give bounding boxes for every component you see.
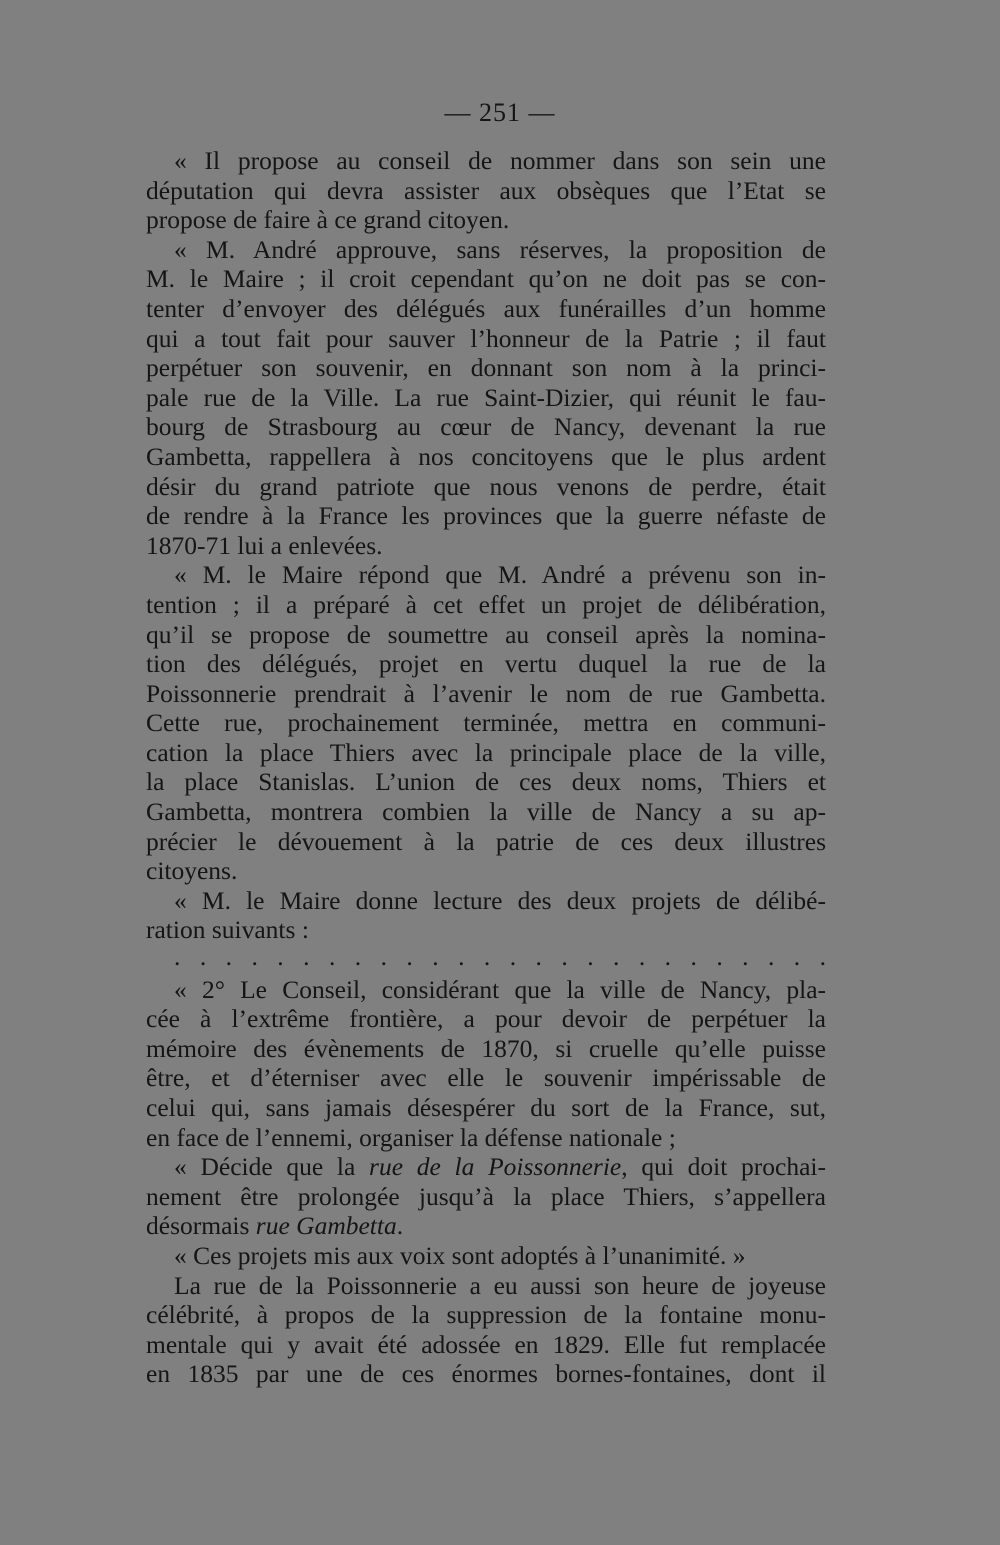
text-line: tenter d’envoyer des délégués aux funérailles d’un homme	[146, 293, 826, 323]
text-line	[146, 1152, 826, 1182]
text-line: de rendre à la France les provinces que la guerre néfaste de	[146, 501, 826, 531]
text-line: M. le Maire ; il croit cependant qu’on ne doit pas se con-	[146, 264, 826, 294]
text-line: tion des délégués, projet en vertu duquel la rue de la	[146, 649, 826, 679]
text-line: Gambetta, rappellera à nos concitoyens que le plus ardent	[146, 441, 826, 471]
text-line: « Il propose au conseil de nommer dans son sein une	[174, 146, 826, 175]
italic-street-name: rue de la Poissonnerie	[369, 1152, 622, 1182]
text-line: nement être prolongée jusqu’à la place Thiers, s’appellera	[146, 1181, 826, 1211]
text-span: .	[396, 1211, 404, 1241]
text-line	[146, 1211, 826, 1241]
text-line: en face de l’ennemi, organiser la défense nationale ;	[146, 1122, 676, 1152]
text-line: Gambetta, montrera combien la ville de Nancy a su ap-	[146, 797, 826, 827]
text-line: célébrité, à propos de la suppression de la fontaine monu-	[146, 1300, 826, 1330]
text-line: La rue de la Poissonnerie a eu aussi son heure de joyeuse	[174, 1270, 826, 1300]
text-line: celui qui, sans jamais désespérer du sort de la France, sut,	[146, 1093, 826, 1122]
text-line: en 1835 par une de ces énormes bornes-fontaines, dont il	[146, 1359, 826, 1389]
text-line: tention ; il a préparé à cet effet un projet de délibération,	[146, 589, 826, 619]
text-line: « M. le Maire répond que M. André a prévenu son in-	[174, 560, 826, 590]
italic-street-name: rue Gambetta	[255, 1211, 397, 1241]
text-line: Cette rue, prochainement terminée, mettra en communi-	[146, 708, 826, 738]
text-line: être, et d’éterniser avec elle le souvenir impérissable de	[146, 1063, 826, 1093]
text-line: « M. le Maire donne lecture des deux projets de délibé-	[174, 885, 826, 915]
text-line: bourg de Strasbourg au cœur de Nancy, devenant la rue	[146, 412, 826, 442]
text-line: qui a tout fait pour sauver l’honneur de la Patrie ; il faut	[146, 323, 826, 353]
text-line: citoyens.	[146, 856, 238, 886]
text-line: cée à l’extrême frontière, a pour devoir de perpétuer la	[146, 1004, 826, 1034]
text-line: 1870-71 lui a enlevées.	[146, 530, 383, 560]
text-line: cation la place Thiers avec la principale place de la ville,	[146, 737, 826, 767]
text-line: propose de faire à ce grand citoyen.	[146, 205, 510, 235]
text-line: Poissonnerie prendrait à l’avenir le nom de rue Gambetta.	[146, 678, 826, 708]
text-line: députation qui devra assister aux obsèques que l’Etat se	[146, 175, 826, 205]
text-line: « 2° Le Conseil, considérant que la ville de Nancy, pla-	[174, 974, 826, 1004]
page-number: — 251 —	[444, 98, 556, 127]
text-span: , qui doit prochai-	[621, 1152, 826, 1182]
text-line: « M. André approuve, sans réserves, la proposition de	[174, 234, 826, 264]
body-text	[146, 146, 826, 1389]
text-span: désormais	[146, 1211, 256, 1241]
text-line: qu’il se propose de soumettre au conseil après la nomina-	[146, 619, 826, 649]
text-line: pale rue de la Ville. La rue Saint-Dizier, qui réunit le fau-	[146, 382, 826, 412]
text-line: ration suivants :	[146, 915, 309, 945]
text-span: « Décide que la	[174, 1152, 370, 1182]
text-line: perpétuer son souvenir, en donnant son nom à la princi-	[146, 353, 826, 383]
text-line: la place Stanislas. L’union de ces deux noms, Thiers et	[146, 767, 826, 797]
text-line: précier le dévouement à la patrie de ces deux illustres	[146, 826, 826, 856]
text-line: mémoire des évènements de 1870, si cruelle qu’elle puisse	[146, 1033, 826, 1063]
text-line: mentale qui y avait été adossée en 1829. Elle fut remplacée	[146, 1329, 826, 1359]
ellipsis-line: . . . . . . . . . . . . . . . . . . . . . . . . . .	[174, 942, 826, 972]
text-line: désir du grand patriote que nous venons de perdre, était	[146, 471, 826, 501]
text-line: « Ces projets mis aux voix sont adoptés à l’unanimité. »	[174, 1240, 746, 1270]
